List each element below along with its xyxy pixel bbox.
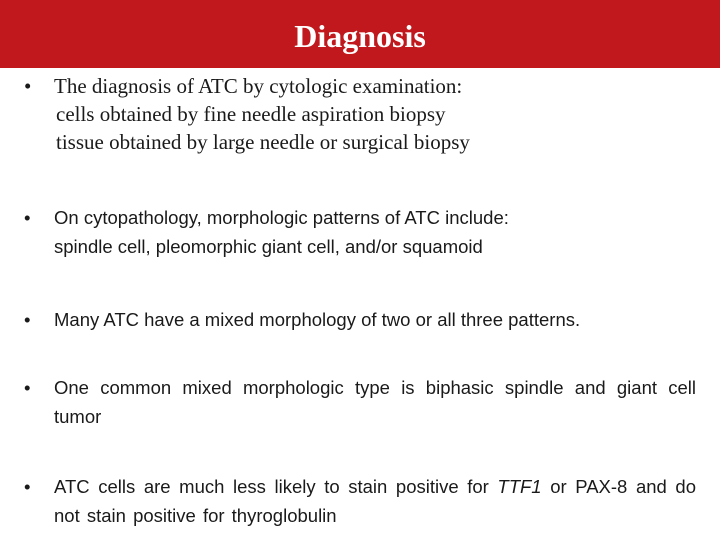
slide-title: Diagnosis [294, 17, 426, 54]
bullet-text-italic: TTF1 [497, 476, 542, 497]
bullet-text: One common mixed morphologic type is biphasic spindle and giant cell tumor [54, 377, 696, 427]
title-bar [0, 0, 720, 68]
bullet-icon: • [24, 377, 31, 398]
bullet-text: On cytopathology, morphologic patterns of ATC include: [54, 207, 509, 228]
bullet-icon: • [24, 207, 31, 228]
bullet-item [24, 373, 696, 431]
bullet-text-end: or PAX-8 and do not stain positive for thyroglobulin [54, 476, 696, 526]
bullet-item [24, 72, 696, 156]
bullet-item [24, 203, 696, 261]
bullet-text-start: ATC cells are much less likely to stain positive for [54, 476, 498, 497]
bullet-icon: • [24, 74, 32, 98]
bullet-item [24, 305, 696, 334]
bullet-text: Many ATC have a mixed morphology of two or all three patterns. [54, 309, 581, 330]
sub-item: cells obtained by fine needle aspiration biopsy [56, 102, 446, 126]
bullet-icon: • [24, 309, 31, 330]
sub-item: spindle cell, pleomorphic giant cell, and/or squamoid [54, 236, 483, 257]
bullet-text: The diagnosis of ATC by cytologic examination: [54, 74, 463, 98]
bullet-item [24, 472, 696, 530]
bullet-icon: • [24, 476, 31, 497]
sub-item: tissue obtained by large needle or surgical biopsy [56, 130, 470, 154]
